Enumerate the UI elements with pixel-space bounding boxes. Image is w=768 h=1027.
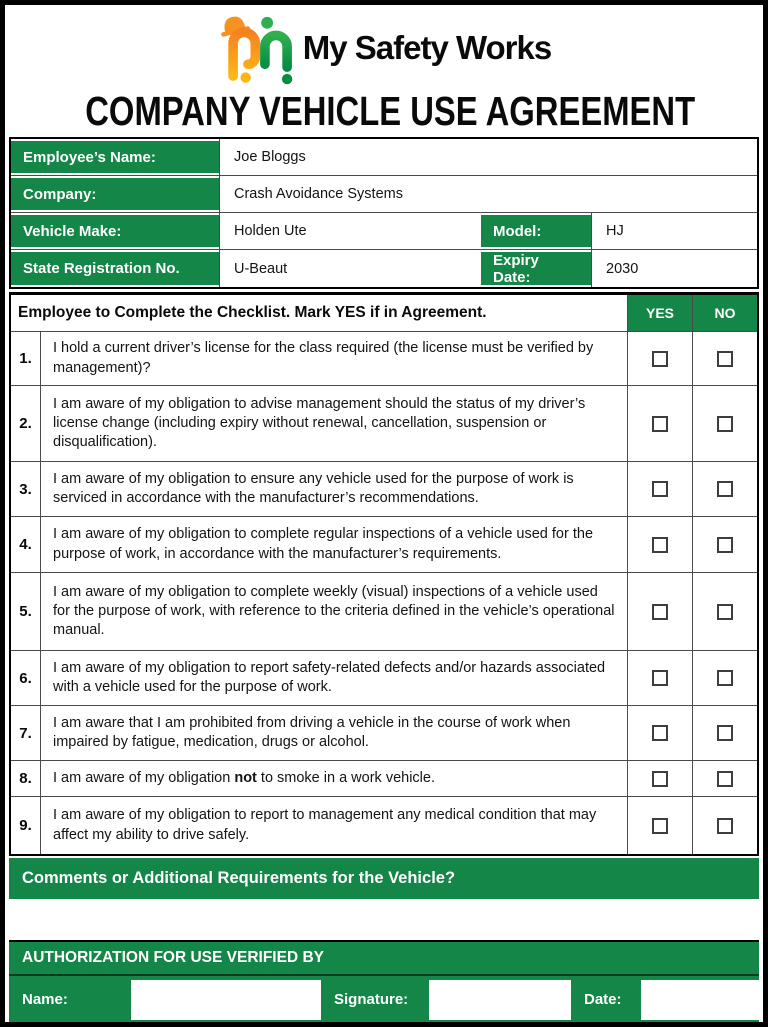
brand-logo-icon bbox=[217, 11, 301, 85]
item-2-no-checkbox[interactable] bbox=[717, 416, 733, 432]
checklist-row-5 bbox=[11, 573, 757, 651]
item-text: I am aware of my obligation to complete regular inspections of a vehicle used for the purpose of work, in accordance with the manufacturer’s requirements. bbox=[53, 526, 594, 562]
checklist-row-2 bbox=[11, 386, 757, 462]
item-5-yes-checkbox[interactable] bbox=[652, 604, 668, 620]
name-input[interactable] bbox=[131, 980, 321, 1020]
vehicle-make-label: Vehicle Make: bbox=[11, 213, 219, 250]
item-number: 9. bbox=[11, 797, 41, 854]
company-label: Company: bbox=[11, 176, 219, 213]
no-column-header: NO bbox=[692, 295, 757, 331]
item-6-yes-checkbox[interactable] bbox=[652, 670, 668, 686]
checklist-row-7 bbox=[11, 706, 757, 761]
expiry-date-value[interactable]: 2030 bbox=[591, 250, 757, 287]
item-text: I am aware of my obligation to report safety-related defects and/or hazards associated with a vehicle used for the purpose of work. bbox=[53, 659, 606, 695]
checklist-table bbox=[9, 292, 759, 856]
employee-name-label: Employee’s Name: bbox=[11, 139, 219, 176]
yes-column-header: YES bbox=[627, 295, 692, 331]
item-text: I am aware of my obligation to advise management should the status of my driver’s license change (including expiry without renewal, cancellation, suspension or disqualification). bbox=[53, 395, 586, 451]
checklist-header-row bbox=[11, 295, 757, 332]
registration-label: State Registration No. bbox=[11, 250, 219, 287]
checklist-row-9 bbox=[11, 797, 757, 854]
employee-name-value[interactable]: Joe Bloggs bbox=[219, 139, 757, 176]
item-9-yes-checkbox[interactable] bbox=[652, 818, 668, 834]
page-title: COMPANY VEHICLE USE AGREEMENT bbox=[85, 88, 696, 134]
checklist-row-8 bbox=[11, 761, 757, 797]
expiry-date-label: Expiry Date: bbox=[481, 250, 591, 287]
date-input[interactable] bbox=[641, 980, 759, 1020]
checklist-row-1 bbox=[11, 332, 757, 386]
vehicle-details-table bbox=[9, 137, 759, 289]
vehicle-make-value[interactable]: Holden Ute bbox=[219, 213, 481, 250]
item-number: 5. bbox=[11, 573, 41, 650]
signature-input[interactable] bbox=[429, 980, 571, 1020]
item-number: 6. bbox=[11, 651, 41, 705]
comments-banner: Comments or Additional Requirements for the Vehicle? bbox=[9, 858, 759, 899]
item-8-no-checkbox[interactable] bbox=[717, 771, 733, 787]
item-text: I hold a current driver’s license for the class required (the license must be verified by management)? bbox=[53, 340, 594, 376]
model-value[interactable]: HJ bbox=[591, 213, 757, 250]
item-number: 4. bbox=[11, 517, 41, 572]
item-6-no-checkbox[interactable] bbox=[717, 670, 733, 686]
item-3-yes-checkbox[interactable] bbox=[652, 481, 668, 497]
item-text: I am aware of my obligation to complete weekly (visual) inspections of a vehicle used for the purpose of work, with reference to the criteria defined in the vehicle’s operational manual. bbox=[53, 583, 615, 639]
item-number: 7. bbox=[11, 706, 41, 760]
model-label: Model: bbox=[481, 213, 591, 250]
checklist-row-3 bbox=[11, 462, 757, 517]
checklist-row-4 bbox=[11, 517, 757, 573]
item-8-yes-checkbox[interactable] bbox=[652, 771, 668, 787]
item-4-yes-checkbox[interactable] bbox=[652, 537, 668, 553]
checklist-instruction: Employee to Complete the Checklist. Mark YES if in Agreement. bbox=[18, 304, 487, 321]
item-4-no-checkbox[interactable] bbox=[717, 537, 733, 553]
registration-value[interactable]: U-Beaut bbox=[219, 250, 481, 287]
item-3-no-checkbox[interactable] bbox=[717, 481, 733, 497]
date-label: Date: bbox=[584, 990, 622, 1008]
checklist-row-6 bbox=[11, 651, 757, 706]
company-value[interactable]: Crash Avoidance Systems bbox=[219, 176, 757, 213]
item-text: I am aware of my obligation not to smoke in a work vehicle. bbox=[53, 769, 435, 786]
item-text: I am aware that I am prohibited from driving a vehicle in the course of work when impaired by fatigue, medication, drugs or alcohol. bbox=[53, 714, 571, 750]
brand-name: My Safety Works bbox=[302, 29, 552, 66]
item-text: I am aware of my obligation to report to management any medical condition that may affect my ability to drive safely. bbox=[53, 807, 597, 843]
item-number: 2. bbox=[11, 386, 41, 461]
item-1-no-checkbox[interactable] bbox=[717, 351, 733, 367]
item-number: 8. bbox=[11, 761, 41, 796]
item-7-no-checkbox[interactable] bbox=[717, 725, 733, 741]
item-1-yes-checkbox[interactable] bbox=[652, 351, 668, 367]
item-number: 3. bbox=[11, 462, 41, 516]
item-number: 1. bbox=[11, 332, 41, 385]
authorization-section bbox=[9, 940, 759, 1022]
authorization-banner: AUTHORIZATION FOR USE VERIFIED BY bbox=[9, 942, 759, 976]
authorization-row bbox=[9, 976, 759, 1022]
comments-input[interactable] bbox=[9, 899, 759, 940]
item-9-no-checkbox[interactable] bbox=[717, 818, 733, 834]
item-5-no-checkbox[interactable] bbox=[717, 604, 733, 620]
name-label: Name: bbox=[22, 990, 68, 1008]
header bbox=[9, 8, 759, 88]
signature-label: Signature: bbox=[334, 990, 409, 1008]
item-2-yes-checkbox[interactable] bbox=[652, 416, 668, 432]
item-text: I am aware of my obligation to ensure any vehicle used for the purpose of work is serviced in accordance with the manufacturer’s recommendations. bbox=[53, 470, 574, 506]
item-7-yes-checkbox[interactable] bbox=[652, 725, 668, 741]
